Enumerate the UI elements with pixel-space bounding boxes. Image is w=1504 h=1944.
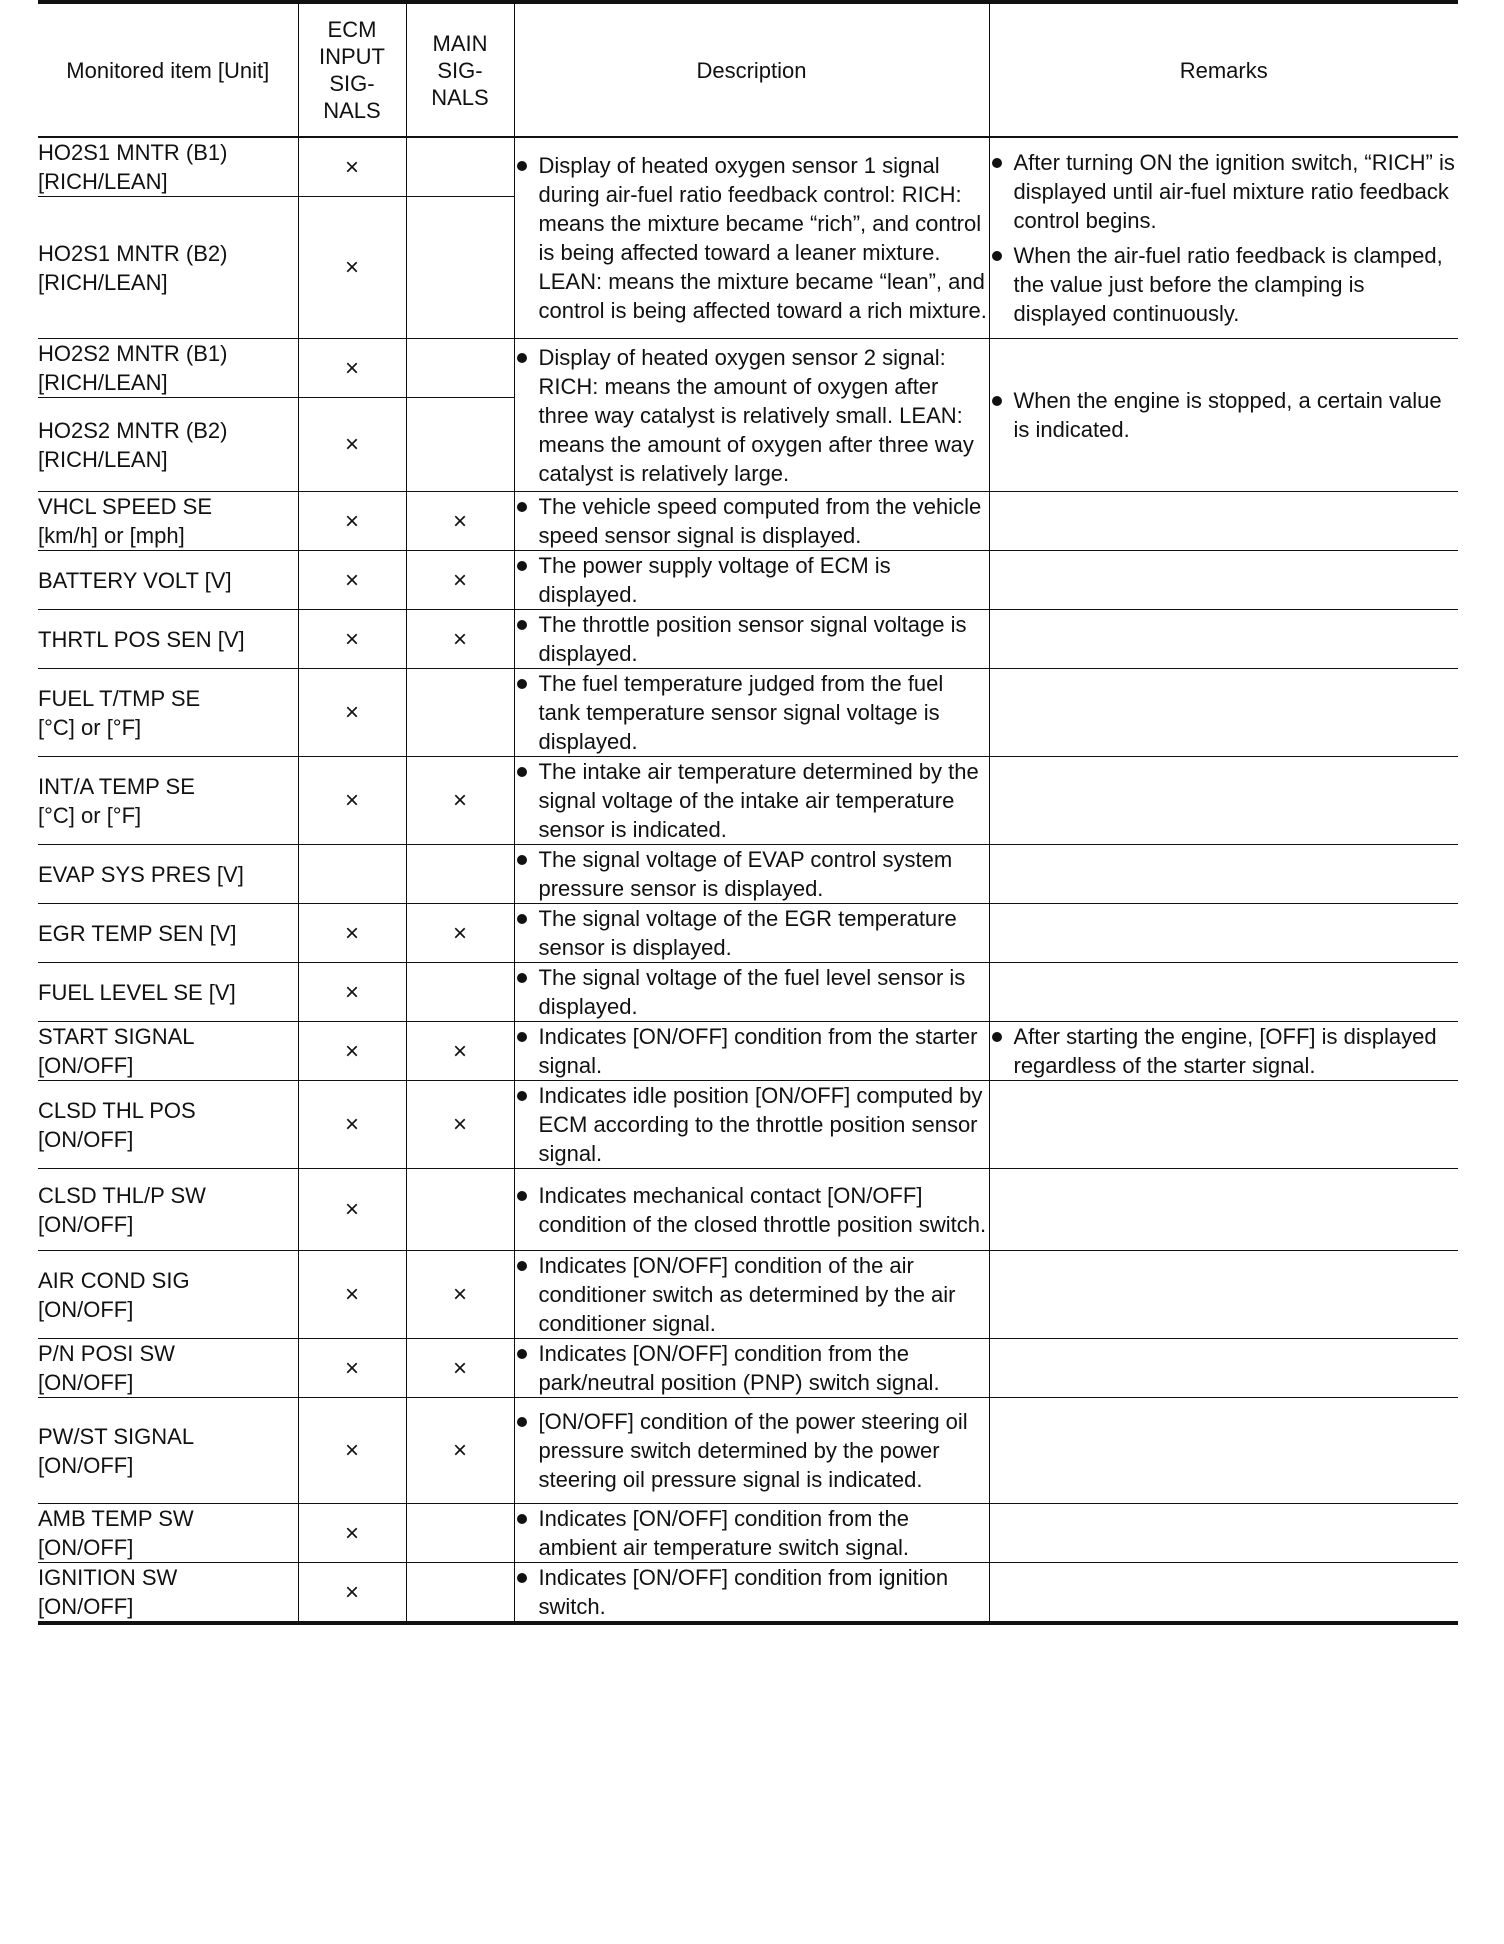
table-row [38, 1504, 1458, 1563]
main-signal-cell: × [406, 610, 514, 669]
main-signal-cell [406, 1504, 514, 1563]
description-cell-bullet: The signal voltage of the EGR temperature sensor is displayed. [515, 904, 989, 962]
monitored-item-cell: VHCL SPEED SE [km/h] or [mph] [38, 492, 298, 551]
ecm-input-signal-cell: × [298, 339, 406, 398]
ecm-input-signal-cell: × [298, 1169, 406, 1251]
main-signal-cell [406, 137, 514, 197]
table-row [38, 1398, 1458, 1504]
header-ecm-line: ECM [327, 17, 377, 42]
table-body [38, 137, 1458, 1623]
table-row [38, 610, 1458, 669]
description-cell [514, 757, 989, 845]
main-signal-cell: × [406, 1398, 514, 1504]
description-cell-bullet: The vehicle speed computed from the vehicle speed sensor signal is displayed. [515, 492, 989, 550]
header-ecm-line: INPUT [319, 44, 385, 69]
monitored-item-cell: FUEL T/TMP SE [°C] or [°F] [38, 669, 298, 757]
main-signal-cell [406, 1169, 514, 1251]
description-cell [514, 1339, 989, 1398]
table-row [38, 904, 1458, 963]
monitored-item-cell: THRTL POS SEN [V] [38, 610, 298, 669]
monitored-item-cell: HO2S2 MNTR (B1) [RICH/LEAN] [38, 339, 298, 398]
remarks-cell [989, 963, 1458, 1022]
main-signal-cell [406, 197, 514, 339]
remarks-cell [989, 1022, 1458, 1081]
description-cell [514, 492, 989, 551]
table-row [38, 492, 1458, 551]
header-ecm-input-signals [298, 2, 406, 137]
ecm-input-signal-cell: × [298, 1339, 406, 1398]
main-signal-cell: × [406, 1022, 514, 1081]
description-cell-bullet: Indicates [ON/OFF] condition from ignition switch. [515, 1563, 989, 1621]
table-row [38, 1563, 1458, 1624]
table-row [38, 1081, 1458, 1169]
monitor-item-table [38, 0, 1458, 1625]
header-ecm-line: NALS [323, 98, 381, 123]
description-cell [514, 610, 989, 669]
ecm-input-signal-cell [298, 845, 406, 904]
ecm-input-signal-cell: × [298, 904, 406, 963]
table-row [38, 1022, 1458, 1081]
ecm-input-signal-cell: × [298, 492, 406, 551]
main-signal-cell [406, 845, 514, 904]
description-cell [514, 1169, 989, 1251]
monitored-item-cell: EVAP SYS PRES [V] [38, 845, 298, 904]
remarks-cell-bullet: When the air-fuel ratio feedback is clamped, the value just before the clamping is displayed continuously. [990, 241, 1459, 328]
table-header-row [38, 2, 1458, 137]
monitored-item-cell: CLSD THL POS [ON/OFF] [38, 1081, 298, 1169]
description-cell-bullet: The fuel temperature judged from the fuel tank temperature sensor signal voltage is displayed. [515, 669, 989, 756]
description-cell-bullet: The power supply voltage of ECM is displayed. [515, 551, 989, 609]
description-cell [514, 669, 989, 757]
remarks-cell [989, 1251, 1458, 1339]
description-cell [514, 339, 989, 492]
ecm-input-signal-cell: × [298, 1563, 406, 1624]
remarks-cell [989, 137, 1458, 339]
table-row [38, 963, 1458, 1022]
remarks-cell [989, 1339, 1458, 1398]
ecm-input-signal-cell: × [298, 398, 406, 492]
remarks-cell [989, 1563, 1458, 1624]
monitor-item-sheet [38, 0, 1458, 1625]
description-cell [514, 1504, 989, 1563]
table-row [38, 669, 1458, 757]
remarks-cell-bullet: After starting the engine, [OFF] is displayed regardless of the starter signal. [990, 1022, 1459, 1080]
ecm-input-signal-cell: × [298, 669, 406, 757]
main-signal-cell: × [406, 551, 514, 610]
remarks-cell-bullet: When the engine is stopped, a certain value is indicated. [990, 386, 1459, 444]
remarks-cell [989, 845, 1458, 904]
ecm-input-signal-cell: × [298, 137, 406, 197]
monitored-item-cell: AMB TEMP SW [ON/OFF] [38, 1504, 298, 1563]
description-cell [514, 1563, 989, 1624]
remarks-cell [989, 669, 1458, 757]
monitored-item-cell: HO2S1 MNTR (B1) [RICH/LEAN] [38, 137, 298, 197]
main-signal-cell [406, 669, 514, 757]
monitored-item-cell: INT/A TEMP SE [°C] or [°F] [38, 757, 298, 845]
ecm-input-signal-cell: × [298, 757, 406, 845]
header-main-signals [406, 2, 514, 137]
remarks-cell-bullet: After turning ON the ignition switch, “RICH” is displayed until air-fuel mixture ratio feedback control begins. [990, 148, 1459, 235]
description-cell [514, 137, 989, 339]
header-ecm-line: SIG- [329, 71, 375, 96]
monitored-item-cell: HO2S1 MNTR (B2) [RICH/LEAN] [38, 197, 298, 339]
table-row [38, 1169, 1458, 1251]
main-signal-cell [406, 1563, 514, 1624]
main-signal-cell: × [406, 1251, 514, 1339]
description-cell-bullet: Indicates [ON/OFF] condition from the starter signal. [515, 1022, 989, 1080]
ecm-input-signal-cell: × [298, 1251, 406, 1339]
table-row [38, 551, 1458, 610]
remarks-cell [989, 1169, 1458, 1251]
description-cell-bullet: The signal voltage of the fuel level sensor is displayed. [515, 963, 989, 1021]
remarks-cell [989, 610, 1458, 669]
table-row [38, 1339, 1458, 1398]
ecm-input-signal-cell: × [298, 1504, 406, 1563]
table-row [38, 845, 1458, 904]
description-cell-bullet: Indicates idle position [ON/OFF] computed by ECM according to the throttle position sensor signal. [515, 1081, 989, 1168]
description-cell-bullet: Display of heated oxygen sensor 2 signal: RICH: means the amount of oxygen after three way catalyst is relatively small. LEAN: means the amount of oxygen after three way catalyst is relatively large. [515, 343, 989, 488]
ecm-input-signal-cell: × [298, 197, 406, 339]
main-signal-cell: × [406, 1081, 514, 1169]
remarks-cell [989, 1081, 1458, 1169]
header-main-line: MAIN [432, 30, 488, 56]
remarks-cell [989, 492, 1458, 551]
ecm-input-signal-cell: × [298, 1022, 406, 1081]
main-signal-cell [406, 398, 514, 492]
main-signal-cell: × [406, 904, 514, 963]
monitored-item-cell: PW/ST SIGNAL [ON/OFF] [38, 1398, 298, 1504]
monitored-item-cell: FUEL LEVEL SE [V] [38, 963, 298, 1022]
monitored-item-cell: IGNITION SW [ON/OFF] [38, 1563, 298, 1624]
description-cell-bullet: The intake air temperature determined by the signal voltage of the intake air temperature sensor is indicated. [515, 757, 989, 844]
table-row [38, 1251, 1458, 1339]
description-cell [514, 551, 989, 610]
monitored-item-cell: EGR TEMP SEN [V] [38, 904, 298, 963]
monitored-item-cell: HO2S2 MNTR (B2) [RICH/LEAN] [38, 398, 298, 492]
header-main-line: NALS [431, 84, 489, 110]
header-main-line: SIG- [437, 57, 483, 83]
remarks-cell [989, 551, 1458, 610]
monitored-item-cell: START SIGNAL [ON/OFF] [38, 1022, 298, 1081]
description-cell-bullet: The signal voltage of EVAP control system pressure sensor is displayed. [515, 845, 989, 903]
remarks-cell [989, 757, 1458, 845]
monitored-item-cell: AIR COND SIG [ON/OFF] [38, 1251, 298, 1339]
monitored-item-cell: CLSD THL/P SW [ON/OFF] [38, 1169, 298, 1251]
description-cell [514, 1081, 989, 1169]
monitored-item-cell: BATTERY VOLT [V] [38, 551, 298, 610]
main-signal-cell [406, 963, 514, 1022]
description-cell-bullet: Indicates [ON/OFF] condition from the park/neutral position (PNP) switch signal. [515, 1339, 989, 1397]
table-row [38, 137, 1458, 197]
description-cell [514, 845, 989, 904]
monitored-item-cell: P/N POSI SW [ON/OFF] [38, 1339, 298, 1398]
description-cell [514, 963, 989, 1022]
header-description: Description [514, 2, 989, 137]
table-row [38, 339, 1458, 398]
description-cell-bullet: The throttle position sensor signal voltage is displayed. [515, 610, 989, 668]
description-cell-bullet: [ON/OFF] condition of the power steering oil pressure switch determined by the power steering oil pressure signal is indicated. [515, 1407, 989, 1494]
ecm-input-signal-cell: × [298, 1398, 406, 1504]
main-signal-cell: × [406, 492, 514, 551]
main-signal-cell [406, 339, 514, 398]
description-cell [514, 904, 989, 963]
ecm-input-signal-cell: × [298, 1081, 406, 1169]
remarks-cell [989, 1398, 1458, 1504]
description-cell [514, 1251, 989, 1339]
main-signal-cell: × [406, 757, 514, 845]
header-remarks: Remarks [989, 2, 1458, 137]
description-cell-bullet: Display of heated oxygen sensor 1 signal during air-fuel ratio feedback control: RICH: means the mixture became “rich”, and control is being affected toward a leaner mixture. LEAN: means the mixture became “lean”, and control is being affected toward a rich mixture. [515, 151, 989, 325]
description-cell [514, 1022, 989, 1081]
ecm-input-signal-cell: × [298, 610, 406, 669]
ecm-input-signal-cell: × [298, 551, 406, 610]
header-monitored-item: Monitored item [Unit] [38, 2, 298, 137]
description-cell [514, 1398, 989, 1504]
remarks-cell [989, 339, 1458, 492]
description-cell-bullet: Indicates [ON/OFF] condition of the air conditioner switch as determined by the air conditioner signal. [515, 1251, 989, 1338]
main-signal-cell: × [406, 1339, 514, 1398]
remarks-cell [989, 1504, 1458, 1563]
remarks-cell [989, 904, 1458, 963]
description-cell-bullet: Indicates [ON/OFF] condition from the ambient air temperature switch signal. [515, 1504, 989, 1562]
ecm-input-signal-cell: × [298, 963, 406, 1022]
description-cell-bullet: Indicates mechanical contact [ON/OFF] condition of the closed throttle position switch. [515, 1181, 989, 1239]
table-row [38, 757, 1458, 845]
